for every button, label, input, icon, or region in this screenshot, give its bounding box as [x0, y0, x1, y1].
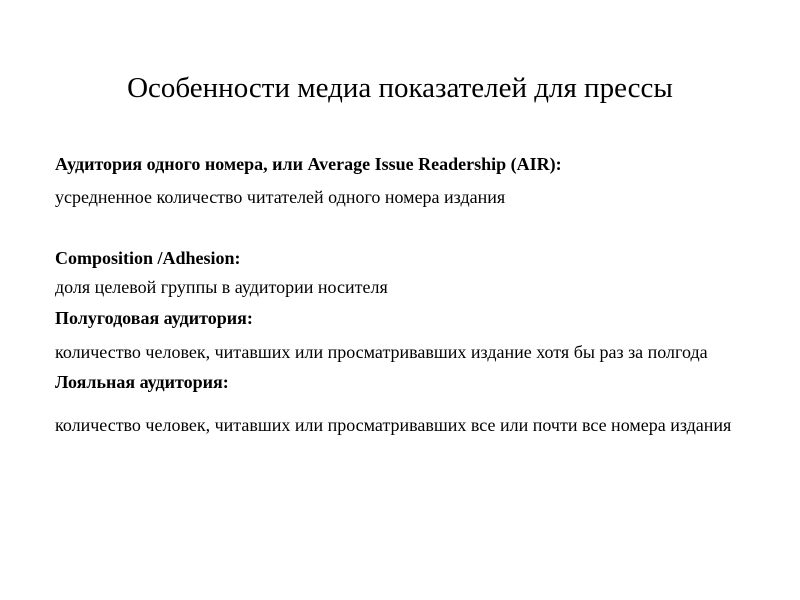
definition-loyal-audience: количество человек, читавших или просматривавших все или почти все номера издания [55, 415, 732, 435]
slide-content [55, 152, 755, 437]
term-air: Аудитория одного номера, или Average Issue Readership (AIR): [55, 154, 562, 174]
term-composition-adhesion: Composition /Adhesion: [55, 248, 241, 268]
definition-half-year-audience: количество человек, читавших или просматривавших издание хотя бы раз за полгода [55, 342, 708, 362]
term-loyal-audience: Лояльная аудитория: [55, 372, 229, 392]
definition-composition-adhesion: доля целевой группы в аудитории носителя [55, 277, 388, 297]
term-half-year-audience: Полугодовая аудитория: [55, 308, 253, 328]
definition-air: усредненное количество читателей одного номера издания [55, 187, 506, 207]
slide-title: Особенности медиа показателей для прессы [127, 72, 673, 104]
